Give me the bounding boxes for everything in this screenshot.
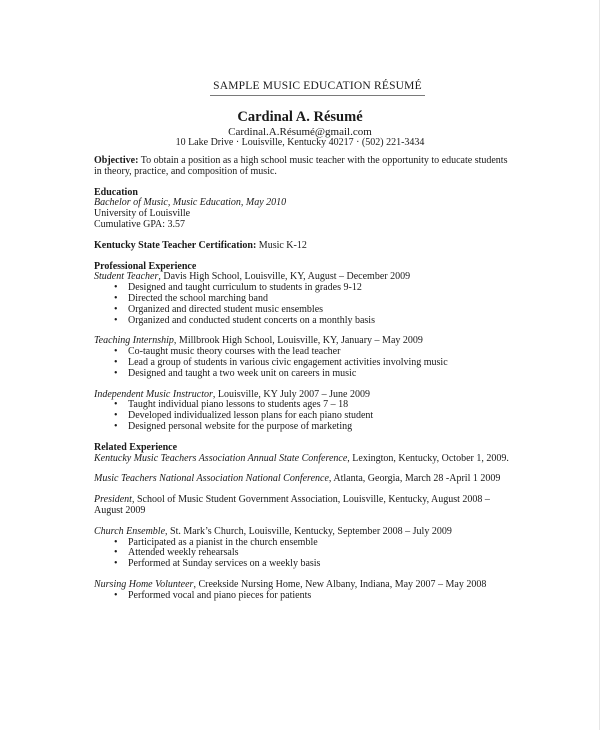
- candidate-address: 10 Lake Drive · Louisville, Kentucky 40217 · (502) 221-3434: [175, 137, 425, 148]
- bullet-item: • Co-taught music theory courses with the lead teacher: [114, 347, 509, 358]
- related-details: , Lexington, Kentucky, October 1, 2009.: [347, 452, 509, 464]
- certification-text: Music K-12: [256, 239, 307, 251]
- bullet-item: • Designed and taught a two week unit on careers in music: [114, 369, 509, 380]
- objective-text: To obtain a position as a high school music teacher with the opportunity to educate students in theory, practice, and composition of music.: [94, 155, 508, 177]
- related-title: Music Teachers National Association National Conference: [94, 473, 329, 485]
- related-bullets: [94, 591, 509, 602]
- candidate-email: Cardinal.A.Résumé@gmail.com: [228, 126, 372, 138]
- job-entry: [94, 336, 509, 379]
- objective-label: Objective:: [94, 155, 139, 166]
- related-entry: [94, 454, 509, 465]
- education-section: [94, 188, 509, 231]
- resume-body: [94, 156, 509, 602]
- related-title: Church Ensemble: [94, 525, 166, 537]
- related-entry: [94, 527, 509, 570]
- related-entry: [94, 495, 509, 517]
- bullet-item: • Performed vocal and piano pieces for patients: [114, 591, 509, 602]
- bullet-item: • Directed the school marching band: [114, 294, 509, 305]
- related-details: , St. Mark’s Church, Louisville, Kentucky, September 2008 – July 2009: [165, 525, 452, 537]
- job-details: , Millbrook High School, Louisville, KY, January – May 2009: [173, 335, 423, 347]
- related-details: , School of Music Student Government Association, Louisville, Kentucky, August 2008 – August 2009: [94, 494, 490, 516]
- professional-experience-section: [94, 262, 509, 433]
- related-title: President: [94, 494, 132, 506]
- bullet-item: • Lead a group of students in various civic engagement activities involving music: [114, 358, 509, 369]
- job-bullets: [94, 400, 509, 432]
- related-title: Kentucky Music Teachers Association Annual State Conference: [94, 452, 348, 464]
- bullet-item: • Organized and conducted student concerts on a monthly basis: [114, 316, 509, 327]
- job-details: , Davis High School, Louisville, KY, August – December 2009: [158, 271, 411, 283]
- certification-section: [94, 241, 509, 252]
- bullet-item: • Taught individual piano lessons to students ages 7 – 18: [114, 400, 509, 411]
- bullet-item: • Participated as a pianist in the church ensemble: [114, 538, 509, 549]
- bullet-item: • Attended weekly rehearsals: [114, 548, 509, 559]
- education-degree: Bachelor of Music, Music Education, May 2010: [94, 197, 287, 209]
- education-heading: Education: [94, 186, 138, 198]
- related-bullets: [94, 538, 509, 570]
- related-details: , Creekside Nursing Home, New Albany, Indiana, May 2007 – May 2008: [193, 578, 487, 590]
- education-school: University of Louisville: [94, 208, 191, 220]
- job-details: , Louisville, KY July 2007 – June 2009: [212, 388, 370, 400]
- job-entry: [94, 390, 509, 433]
- bullet-item: • Developed individualized lesson plans for each piano student: [114, 411, 509, 422]
- objective-section: [94, 156, 509, 178]
- job-title: Independent Music Instructor: [94, 388, 213, 400]
- certification-label: Kentucky State Teacher Certification:: [94, 239, 257, 251]
- job-entry: [94, 272, 509, 326]
- professional-heading: Professional Experience: [94, 260, 197, 272]
- related-entry: [94, 580, 509, 602]
- related-title: Nursing Home Volunteer: [94, 578, 194, 590]
- related-details: , Atlanta, Georgia, March 28 -April 1 2009: [328, 473, 501, 485]
- related-entry: [94, 474, 509, 485]
- bullet-item: • Organized and directed student music ensembles: [114, 305, 509, 316]
- related-experience-section: [94, 443, 509, 602]
- bullet-item: • Designed and taught curriculum to students in grades 9-12: [114, 283, 509, 294]
- education-gpa: Cumulative GPA: 3.57: [94, 218, 186, 230]
- related-heading: Related Experience: [94, 441, 178, 453]
- job-bullets: [94, 283, 509, 326]
- job-title: Teaching Internship: [94, 335, 174, 347]
- job-bullets: [94, 347, 509, 379]
- candidate-name: Cardinal A. Résumé: [237, 109, 363, 125]
- job-title: Student Teacher: [94, 271, 159, 283]
- bullet-item: • Designed personal website for the purpose of marketing: [114, 422, 509, 433]
- document-header: SAMPLE MUSIC EDUCATION RÉSUMÉ: [210, 80, 425, 96]
- bullet-item: • Performed at Sunday services on a weekly basis: [114, 559, 509, 570]
